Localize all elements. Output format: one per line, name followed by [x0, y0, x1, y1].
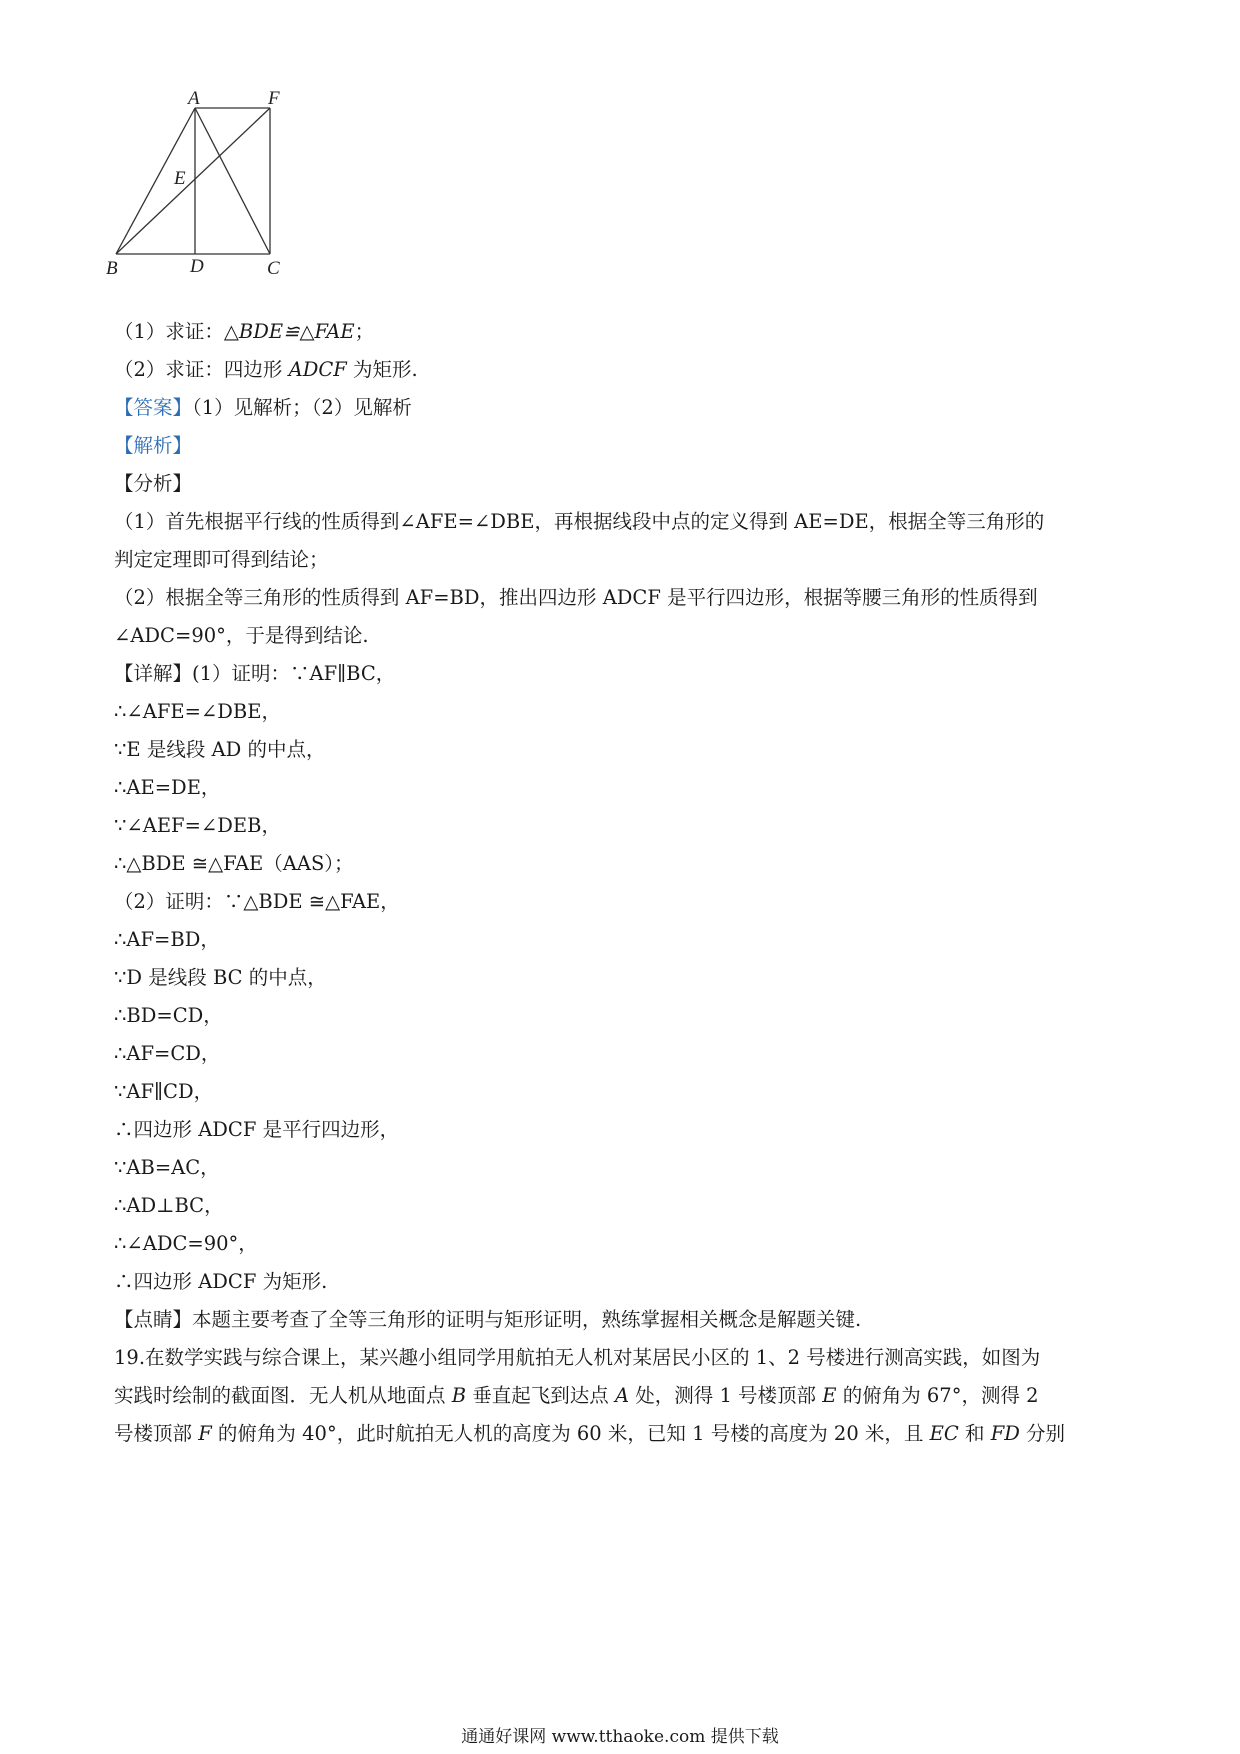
detail-line: ∵∠AEF=∠DEB， [114, 814, 281, 837]
label-C: C [267, 258, 280, 279]
q19-var-F: F [198, 1422, 212, 1445]
detail-line: ∴四边形 ADCF 是平行四边形， [114, 1118, 400, 1141]
detail-line: ∴△BDE ≅△FAE（AAS）； [114, 852, 354, 875]
q18-part1-prefix: （1）求证： [114, 320, 224, 343]
detail-line: ∴AE=DE， [114, 776, 221, 799]
q19-text: 和 [958, 1422, 991, 1445]
detail-line: ∵AF∥CD， [114, 1080, 214, 1103]
q19-text: 处，测得 1 号楼顶部 [629, 1384, 823, 1407]
geometry-figure [106, 88, 320, 310]
detail-line: ∵AB=AC， [114, 1156, 220, 1179]
label-F: F [268, 88, 280, 109]
label-B: B [106, 258, 118, 279]
q19-var-A: A [614, 1384, 630, 1407]
q19-line3 [114, 1420, 1065, 1448]
detail-line: 【详解】(1）证明：∵AF∥BC， [114, 662, 396, 685]
fenxi-tag: 【分析】 [114, 472, 193, 495]
q18-part2 [114, 356, 418, 384]
detail-line: ∴∠ADC=90°， [114, 1232, 258, 1255]
fenxi-line: （1）首先根据平行线的性质得到∠AFE=∠DBE，再根据线段中点的定义得到 AE=DE，根据全等三角形的 [114, 510, 1045, 533]
q19-text: 垂直起飞到达点 [466, 1384, 615, 1407]
detail-line: ∴AF=BD， [114, 928, 220, 951]
q18-part1-statement: △BDE≌△FAE [223, 320, 355, 343]
answer-tag: 【答案】 [114, 396, 193, 419]
detail-line: （2）证明：∵△BDE ≅△FAE， [114, 890, 400, 913]
fenxi-line: （2）根据全等三角形的性质得到 AF=BD，推出四边形 ADCF 是平行四边形，根据等腰三角形的性质得到 [114, 586, 1038, 609]
q18-part1-suffix: ； [354, 320, 375, 343]
q19-var-E: E [822, 1384, 837, 1407]
detail-line: ∴四边形 ADCF 为矩形. [114, 1270, 328, 1293]
segment-BF [116, 108, 270, 254]
dianjing-tag: 【点睛】 [114, 1308, 193, 1331]
q18-part2-name: ADCF [288, 358, 347, 381]
label-D: D [190, 256, 204, 277]
segment-AC [195, 108, 270, 254]
fenxi-line: ∠ADC=90°，于是得到结论. [114, 624, 369, 647]
q18-part2-suffix: 为矩形. [346, 358, 418, 381]
q19-text: 实践时绘制的截面图．无人机从地面点 [114, 1384, 452, 1407]
figure-svg [106, 88, 320, 310]
q19-text: 的俯角为 67°，测得 2 [836, 1384, 1039, 1407]
analysis-tag: 【解析】 [114, 434, 193, 457]
detail-line: ∵E 是线段 AD 的中点， [114, 738, 326, 761]
answer-line [114, 394, 412, 422]
q19-line2 [114, 1382, 1039, 1410]
q19-text: 分别 [1019, 1422, 1066, 1445]
detail-line: ∵D 是线段 BC 的中点， [114, 966, 327, 989]
detail-line: ∴BD=CD， [114, 1004, 223, 1027]
label-A: A [188, 88, 200, 109]
q18-part1 [114, 318, 374, 346]
q19-line1: 19.在数学实践与综合课上，某兴趣小组同学用航拍无人机对某居民小区的 1、2 号楼进行测高实践，如图为 [114, 1346, 1041, 1369]
q19-text: 号楼顶部 [114, 1422, 199, 1445]
q19-var-B: B [451, 1384, 467, 1407]
dianjing-text: 本题主要考查了全等三角形的证明与矩形证明，熟练掌握相关概念是解题关键. [192, 1308, 862, 1331]
detail-line: ∴AD⊥BC， [114, 1194, 224, 1217]
q18-part2-prefix: （2）求证：四边形 [114, 358, 289, 381]
q19-var-FD: FD [990, 1422, 1020, 1445]
dianjing-line [114, 1306, 861, 1334]
label-E: E [174, 168, 186, 189]
detail-line: ∴AF=CD， [114, 1042, 221, 1065]
detail-line: ∴∠AFE=∠DBE， [114, 700, 281, 723]
fenxi-line: 判定定理即可得到结论； [114, 548, 329, 571]
q19-text: 的俯角为 40°，此时航拍无人机的高度为 60 米，已知 1 号楼的高度为 20 米，且 [211, 1422, 930, 1445]
answer-text: （1）见解析；（2）见解析 [192, 396, 412, 419]
page-footer: 通通好课网 www.tthaoke.com 提供下载 [461, 1727, 779, 1747]
q19-var-EC: EC [929, 1422, 959, 1445]
